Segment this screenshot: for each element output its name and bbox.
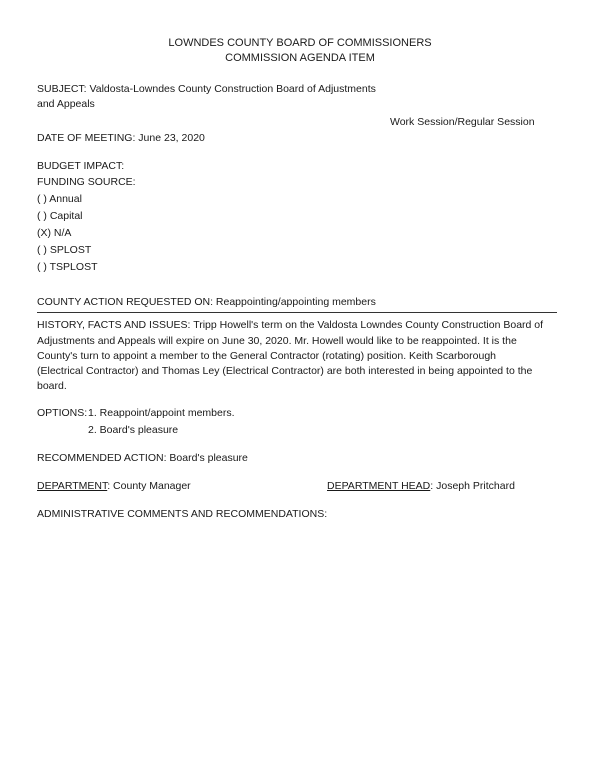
history-line-4: (Electrical Contractor) and Thomas Ley (Electrical Contractor) are both interested in being appointed to the — [37, 365, 533, 377]
funding-option-na: (X) N/A — [37, 227, 72, 239]
history-line-3: County's turn to appoint a member to the General Contractor (rotating) position. Keith Scarborough — [37, 350, 497, 362]
section-divider — [37, 312, 557, 313]
department-value: : County Manager — [107, 480, 191, 492]
funding-option-tsplost: ( ) TSPLOST — [37, 261, 98, 273]
funding-option-splost: ( ) SPLOST — [37, 244, 92, 256]
meeting-date: DATE OF MEETING: June 23, 2020 — [37, 132, 205, 144]
history-line-1: HISTORY, FACTS AND ISSUES: Tripp Howell's term on the Valdosta Lowndes County Construction Board of — [37, 319, 544, 331]
department-head — [327, 481, 515, 492]
department-label: DEPARTMENT — [37, 480, 108, 492]
options-label: OPTIONS: — [37, 407, 88, 419]
document-type: COMMISSION AGENDA ITEM — [225, 52, 375, 64]
history-line-2: Adjustments and Appeals will expire on June 30, 2020. Mr. Howell would like to be reappointed. It is the — [37, 335, 517, 347]
subject-line-1: SUBJECT: Valdosta-Lowndes County Construction Board of Adjustments — [37, 83, 376, 95]
funding-source-label: FUNDING SOURCE: — [37, 176, 136, 188]
funding-option-capital: ( ) Capital — [37, 210, 83, 222]
option-item-2: 2. Board's pleasure — [88, 424, 179, 436]
funding-option-annual: ( ) Annual — [37, 193, 82, 205]
budget-impact-label: BUDGET IMPACT: — [37, 160, 125, 172]
department-head-value: : Joseph Pritchard — [430, 480, 515, 492]
recommended-action: RECOMMENDED ACTION: Board's pleasure — [37, 452, 248, 464]
history-line-5: board. — [37, 380, 67, 392]
session-type: Work Session/Regular Session — [390, 116, 535, 128]
org-title: LOWNDES COUNTY BOARD OF COMMISSIONERS — [168, 37, 432, 49]
department — [37, 481, 191, 492]
department-head-label: DEPARTMENT HEAD — [327, 480, 431, 492]
subject-line-2: and Appeals — [37, 98, 95, 110]
option-item-1: 1. Reappoint/appoint members. — [88, 407, 235, 419]
county-action-requested: COUNTY ACTION REQUESTED ON: Reappointing/appointing members — [37, 296, 376, 308]
administrative-comments: ADMINISTRATIVE COMMENTS AND RECOMMENDATIONS: — [37, 508, 328, 520]
